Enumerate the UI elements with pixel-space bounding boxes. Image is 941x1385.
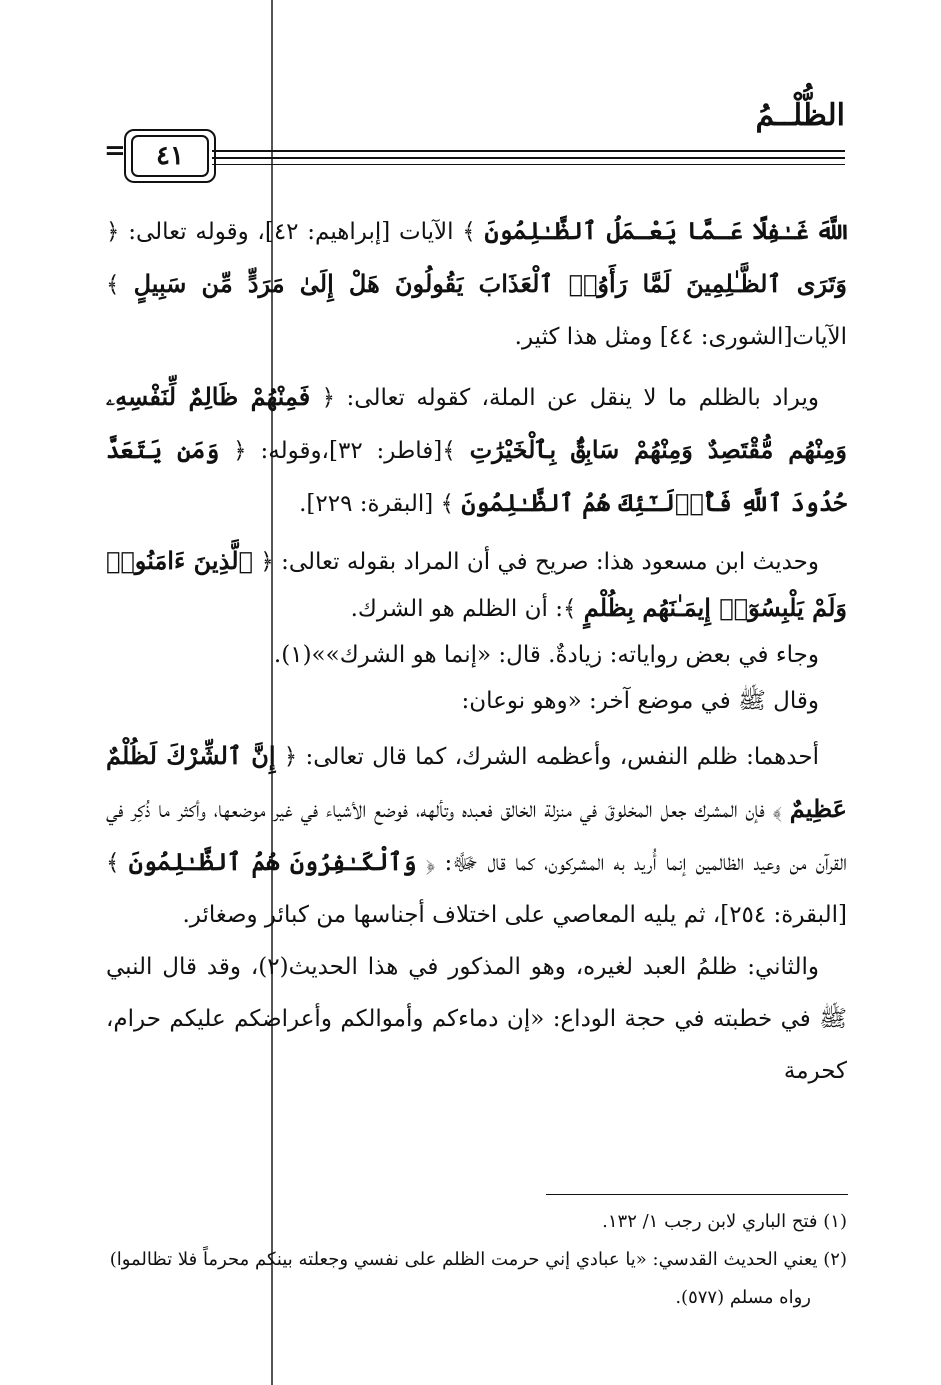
quran-verse: وَتَرَى ٱلظَّـٰلِمِينَ لَمَّا رَأَوُا۟ ٱلْعَذَابَ يَقُولُونَ هَلْ إِلَىٰ مَرَدٍّ مِّن سَبِيلٍ — [133, 269, 847, 298]
text-span: أحدهما: ظلم النفس، وأعظمه الشرك، كما قال تعالى: ﴿ — [283, 744, 819, 770]
text-span: ﴾: أن الظلم هو الشرك. — [350, 596, 577, 622]
header-rule — [212, 150, 845, 152]
footnote-2-continuation: رواه مسلم (٥٧٧). — [675, 1287, 811, 1308]
header-rule — [212, 164, 845, 165]
text-span: ويراد بالظلم ما لا ينقل عن الملة، كقوله تعالى: ﴿ — [321, 385, 820, 411]
footnote-1: (١) فتح الباري لابن رجب ١/ ١٣٢. — [602, 1211, 847, 1232]
text-span: ﴾ الآيات [إبراهيم: ٤٢]، وقوله تعالى: ﴿ — [106, 219, 476, 245]
paragraph — [106, 730, 847, 941]
main-text — [106, 205, 847, 1105]
footnote-2: (٢) يعني الحديث القدسي: «يا عبادي إني حرمت الظلم على نفسي وجعلته بينكم محرماً فلا تظالموا) — [109, 1249, 847, 1270]
quran-verse: اللَّهَ غَـٰفِلًا عَـمَّا يَعْـمَلُ ٱلظَّـٰلِمُونَ — [484, 216, 848, 245]
page-number: ٤١ — [131, 135, 209, 177]
text-span: ﴾ فإن المشرك جعل المخلوقَ في منزلة الخالق فعبده وتألهه، فوضع الأشياء في غير موضعها، وأكثر ما ذُكِر في القرآن من وعيد الظالمين إنما أُريد به المشركون، كما قال ﷻ: ﴿ — [106, 797, 848, 876]
header-ornament: = — [104, 136, 126, 166]
text-span: ﴾ [البقرة: ٢٢٩]. — [299, 491, 455, 517]
text-span: ﴾[فاطر: ٣٢]،وقوله: ﴿ — [233, 438, 456, 464]
running-header-title: الظُّلْــمُ — [755, 98, 845, 133]
quran-verse: ٱلَّذِينَ ءَامَنُوا۟ وَلَمْ يَلْبِسُوٓا۟ إِيمَـٰنَهُم بِظُلْمٍ — [106, 546, 847, 622]
text-span: ﴾الآيات[الشورى: ٤٤] ومثل هذا كثير. — [106, 272, 847, 350]
paragraph: وقال ﷺ في موضع آخر: «وهو نوعان: — [461, 688, 819, 714]
quran-verse: وَمَن يَتَعَدَّ حُدُودَ ٱللَّهِ فَأُو۟لَـٰٓئِكَ هُمُ ٱلظَّـٰلِمُونَ — [106, 435, 847, 517]
paragraph — [106, 371, 847, 530]
text-span: وحديث ابن مسعود هذا: صريح في أن المراد بقوله تعالى: ﴿ — [260, 549, 819, 575]
header-rule — [212, 157, 845, 159]
footnote-separator — [546, 1194, 848, 1195]
paragraph — [106, 205, 847, 363]
quran-verse: إِنَّ ٱلشِّرْكَ لَظُلْمٌ عَظِيمٌ — [106, 741, 848, 823]
footnotes — [106, 1203, 847, 1317]
paragraph: وجاء في بعض رواياته: زيادةٌ. قال: «إنما هو الشرك»»(١). — [273, 642, 819, 668]
quran-verse: فَمِنْهُمْ ظَالِمٌ لِّنَفْسِهِۦ وَمِنْهُم مُّقْتَصِدٌ وَمِنْهُمْ سَابِقٌۢ بِٱلْخَيْرَٰتِ — [106, 382, 848, 464]
paragraph — [106, 538, 847, 632]
paragraph: والثاني: ظلمُ العبد لغيره، وهو المذكور في هذا الحديث(٢)، وقد قال النبي ﷺ في خطبته في حجة الوداع: «إن دماءكم وأموالكم وأعراضكم عليكم حرام، كحرمة — [106, 954, 847, 1084]
quran-verse: وَٱلْكَـٰفِرُونَ هُمُ ٱلظَّـٰلِمُونَ — [128, 847, 417, 876]
text-span: ﴾ [البقرة: ٢٥٤]، ثم يليه المعاصي على اختلاف أجناسها من كبائر وصغائر. — [106, 850, 847, 928]
